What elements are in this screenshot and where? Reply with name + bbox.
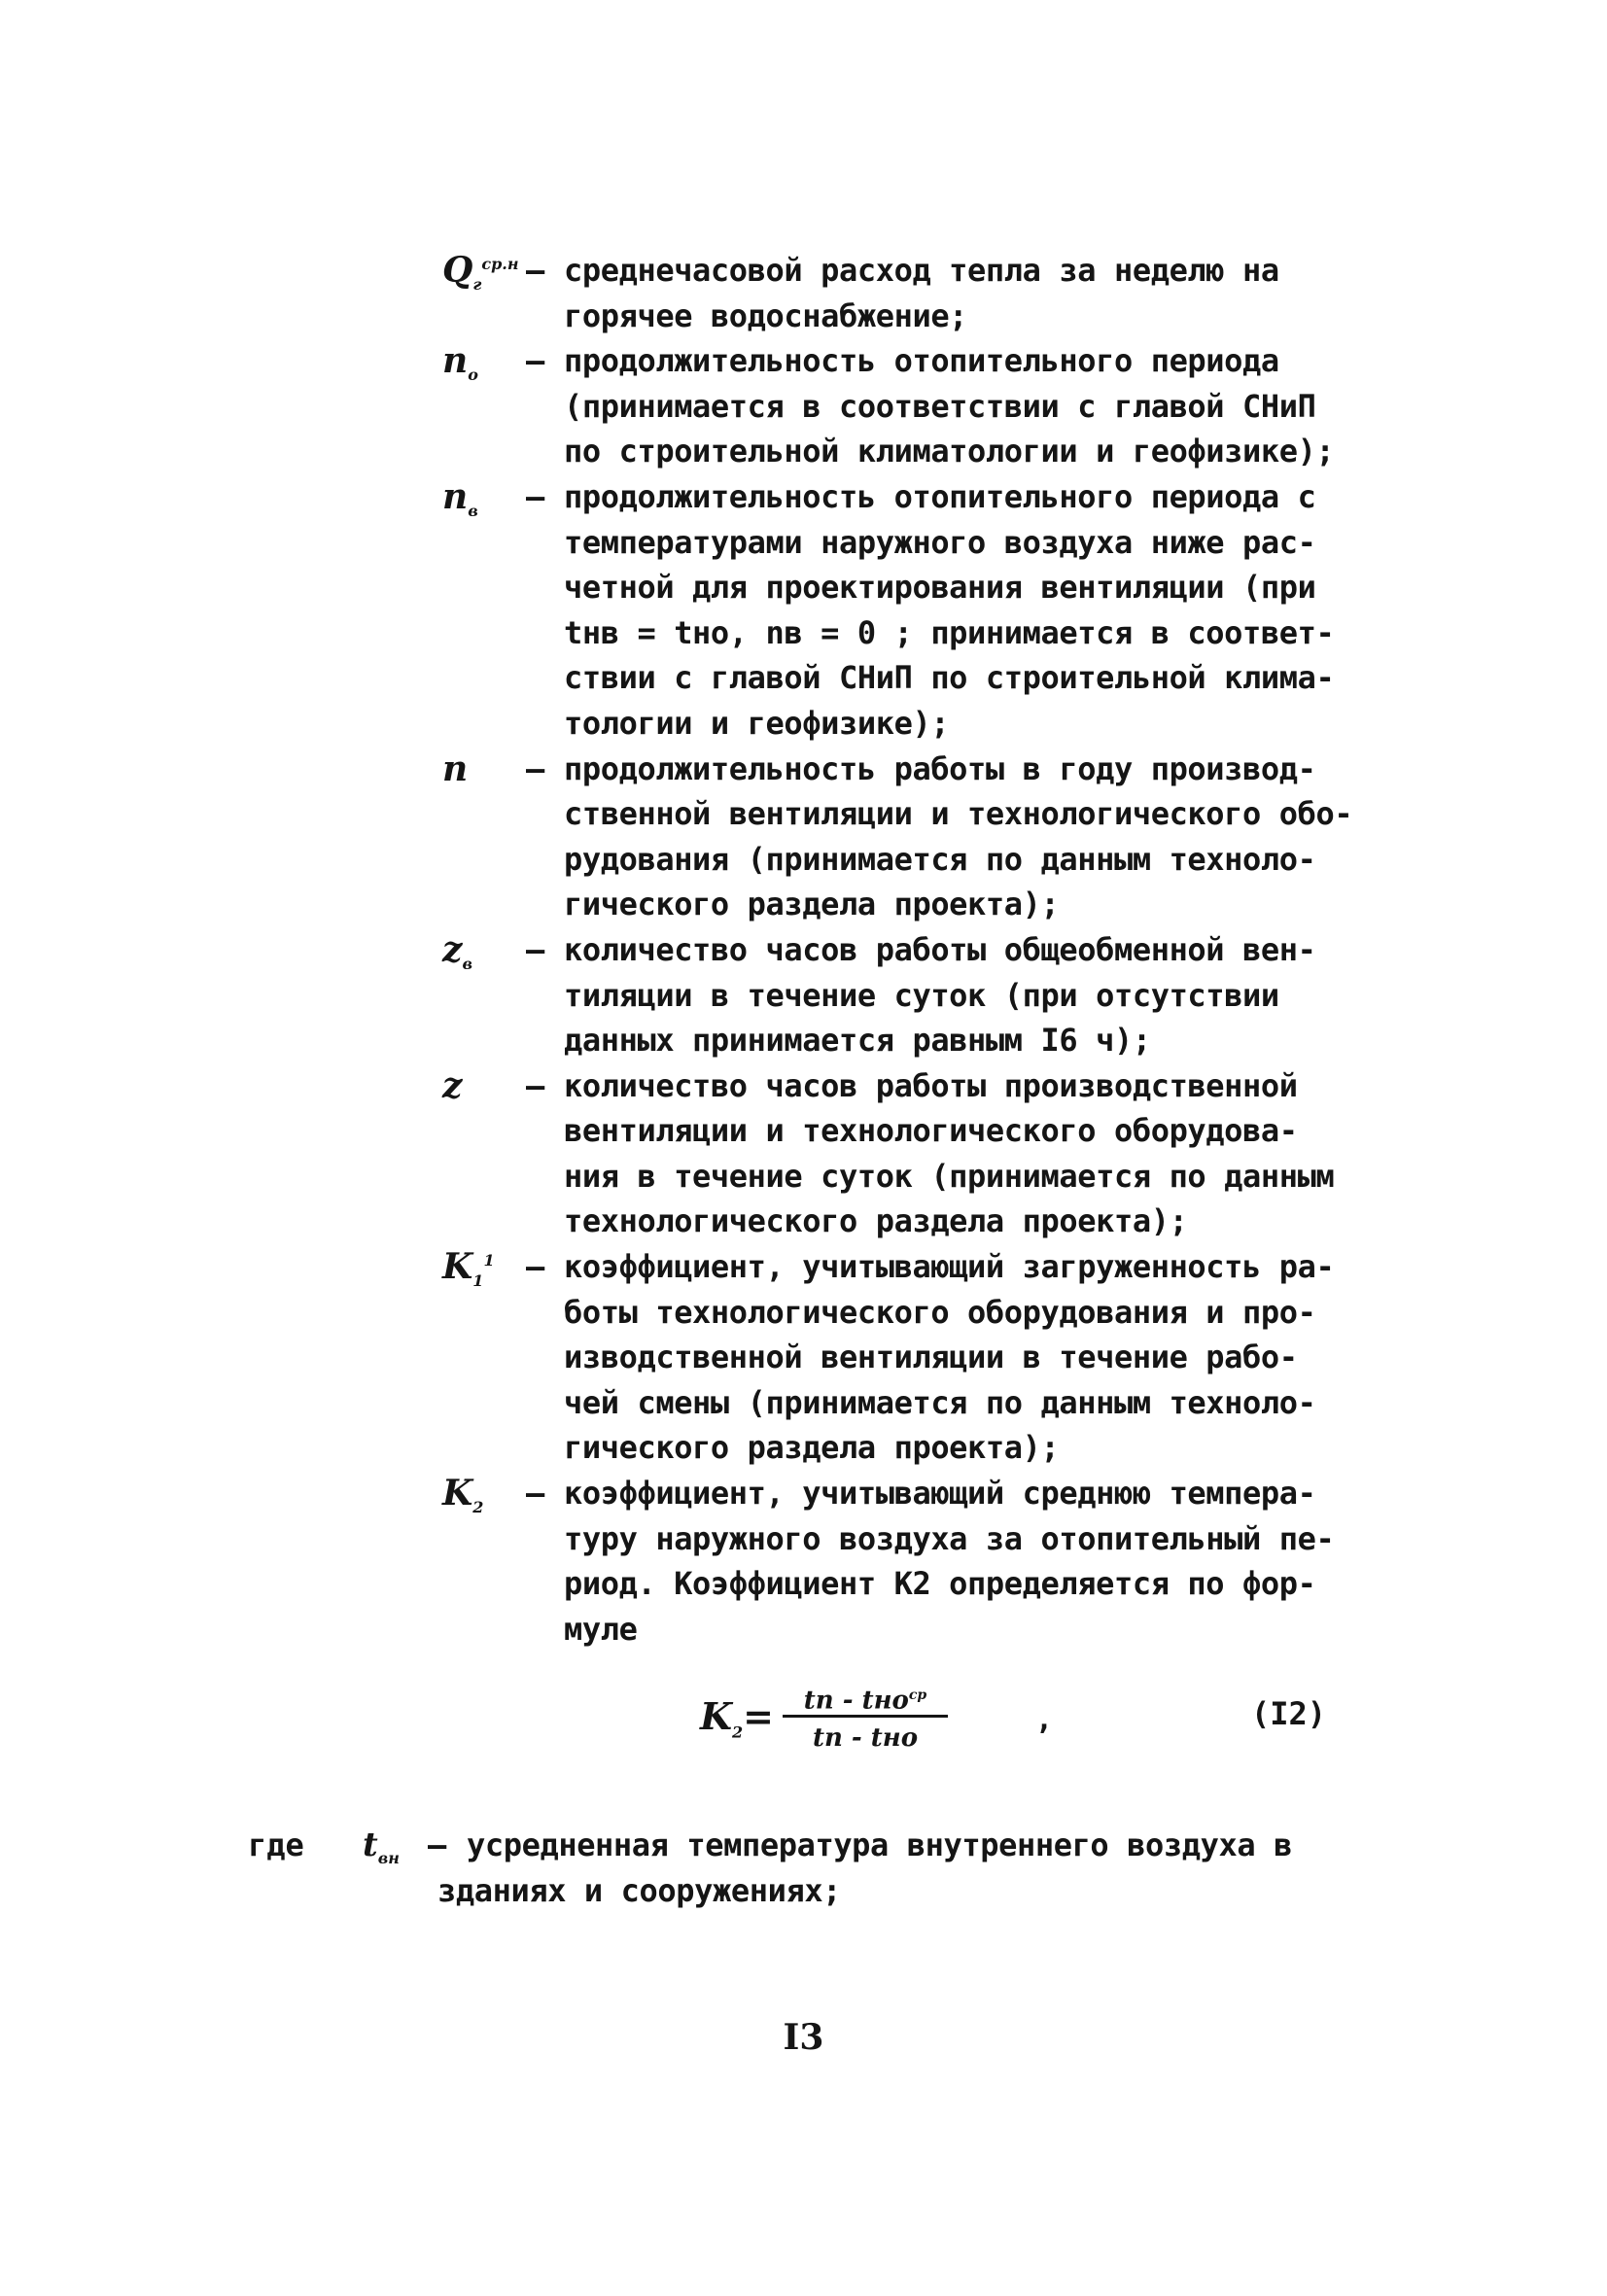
definition-line: количество часов работы общеобменной вен- [564, 930, 1316, 968]
definition-line: боты технологического оборудования и про- [564, 1293, 1316, 1331]
formula-number: (I2) [1251, 1695, 1327, 1732]
formula-lhs: $K_2=$ [700, 1694, 775, 1742]
definition-line: тологии и геофизике); [564, 704, 950, 742]
definitions-list [442, 248, 1376, 1652]
definition-line: риод. Коэффициент K2 определяется по фор- [564, 1565, 1316, 1603]
definition-line: ственной вентиляции и технологического обо- [564, 795, 1353, 833]
where-symbol: $t_{вн}$ [363, 1826, 400, 1867]
definition-symbol: $K_1^1$ [442, 1246, 495, 1291]
formula-fraction [783, 1672, 948, 1758]
definition-line: ствии с главой СНиП по строительной клима- [564, 659, 1335, 697]
definition-line: коэффициент, учитывающий среднюю темпера- [564, 1475, 1316, 1513]
definition-text [564, 338, 1376, 474]
definition-dash: – [526, 1475, 545, 1513]
definition-line: ния в течение суток (принимается по данным [564, 1157, 1335, 1195]
definition-symbol: z [442, 1064, 463, 1106]
definition-item [442, 1244, 1376, 1471]
definition-line: горячее водоснабжение; [564, 296, 968, 334]
definition-text [564, 747, 1376, 927]
definition-text [564, 1244, 1376, 1471]
where-line: усредненная температура внутреннего воздуха в [467, 1826, 1292, 1863]
definition-line: по строительной климатологии и геофизике); [564, 433, 1335, 470]
definition-line: (принимается в соответствии с главой СНиП [564, 387, 1316, 425]
definition-dash: – [526, 930, 545, 968]
definition-item [442, 338, 1376, 474]
definition-item [442, 747, 1376, 927]
definition-line: температурами наружного воздуха ниже рас- [564, 523, 1316, 561]
definition-dash: – [526, 477, 545, 515]
definition-line: изводственной вентиляции в течение рабо- [564, 1339, 1298, 1376]
definition-item [442, 248, 1376, 338]
formula-12 [0, 1670, 1607, 1777]
definition-line: четной для проектирования вентиляции (при [564, 569, 1316, 607]
definition-symbol: $K_2$ [442, 1473, 484, 1517]
definition-line: тиляции в течение суток (при отсутствии [564, 976, 1279, 1014]
definition-text [564, 248, 1376, 338]
where-word: где [248, 1826, 304, 1863]
definition-dash: – [526, 1066, 545, 1104]
definition-line: продолжительность отопительного периода с [564, 477, 1316, 515]
definition-item [442, 474, 1376, 747]
definition-line: гического раздела проекта); [564, 1429, 1060, 1467]
definition-symbol: $n_в$ [442, 475, 478, 521]
definition-line: чей смены (принимается по данным техноло- [564, 1383, 1316, 1421]
definition-dash: – [526, 252, 545, 289]
definition-line: коэффициент, учитывающий загруженность ра- [564, 1248, 1335, 1286]
formula-numerator: tп - tно$^{ср}$ [803, 1686, 927, 1716]
definition-line: данных принимается равным I6 ч); [564, 1022, 1151, 1060]
definition-line: продолжительность отопительного периода [564, 342, 1279, 380]
definition-line: среднечасовой расход тепла за неделю на [564, 252, 1279, 289]
definition-symbol: $Q_г^{ср.н}$ [442, 250, 519, 295]
definition-line: продолжительность работы в году производ- [564, 749, 1316, 787]
definition-text [564, 927, 1376, 1063]
where-text [437, 1823, 1292, 1913]
definition-line: технологического раздела проекта); [564, 1202, 1188, 1240]
formula-denominator: tп - tно [812, 1723, 919, 1753]
definition-line: количество часов работы производственной [564, 1066, 1298, 1104]
definition-line: муле [564, 1610, 638, 1648]
definition-text [564, 474, 1376, 747]
definition-symbol: n [442, 748, 469, 789]
definition-symbol: $n_о$ [442, 340, 478, 385]
definition-line: tнв = tно, nв = 0 ; принимается в соответ- [564, 613, 1335, 651]
definition-dash: – [526, 342, 545, 380]
page-number: I3 [783, 2017, 824, 2058]
definition-dash: – [526, 1248, 545, 1286]
where-dash: – [428, 1826, 447, 1863]
definition-symbol: $z_в$ [442, 928, 472, 974]
definition-text [564, 1063, 1376, 1244]
where-line: зданиях и сооружениях; [437, 1871, 842, 1909]
definition-line: туру наружного воздуха за отопительный пе- [564, 1519, 1335, 1557]
definition-line: гического раздела проекта); [564, 886, 1060, 923]
definition-dash: – [526, 749, 545, 787]
formula-comma: , [1035, 1703, 1054, 1737]
definition-text [564, 1471, 1376, 1652]
definition-item [442, 927, 1376, 1063]
definition-item [442, 1063, 1376, 1244]
definition-line: рудования (принимается по данным техноло- [564, 840, 1316, 878]
definition-line: вентиляции и технологического оборудова- [564, 1112, 1298, 1150]
definition-item [442, 1471, 1376, 1652]
